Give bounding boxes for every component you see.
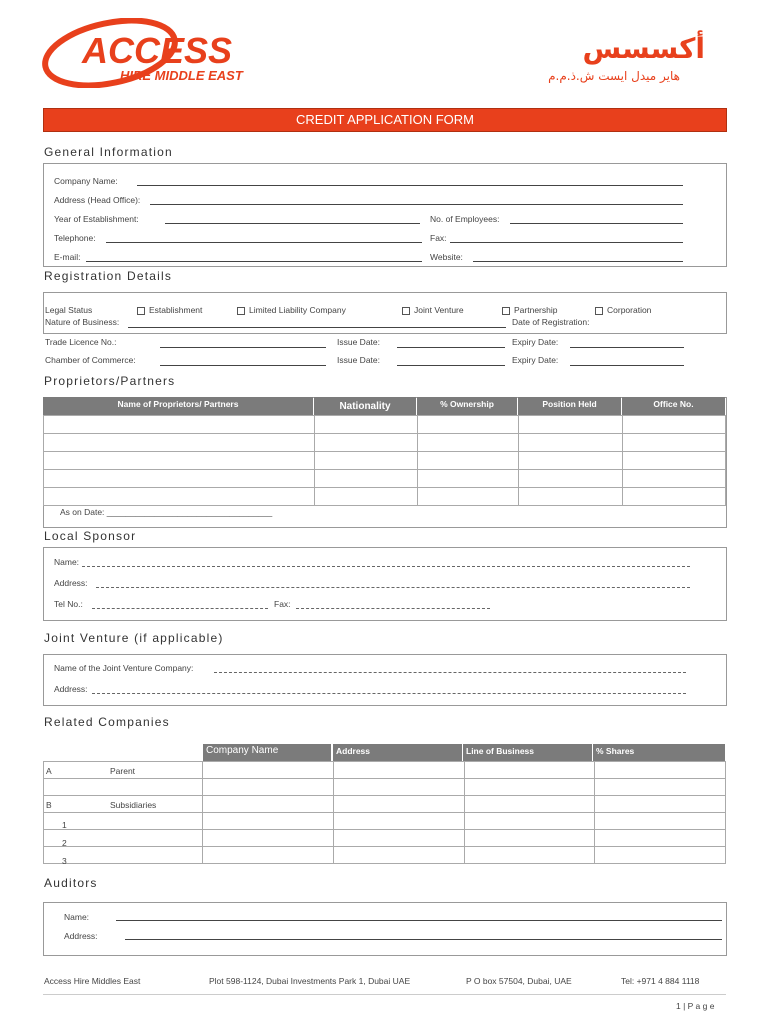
expiry-date-field-2[interactable] [570, 365, 684, 366]
table-cell[interactable] [519, 470, 623, 488]
proprietors-table [43, 415, 726, 506]
sponsor-address-field[interactable] [96, 587, 690, 588]
table-cell [595, 744, 726, 761]
table-cell[interactable] [418, 416, 519, 434]
table-row [44, 744, 726, 761]
jv-name-label: Name of the Joint Venture Company: [54, 663, 194, 673]
sponsor-fax-label: Fax: [274, 599, 291, 609]
website-field[interactable] [473, 261, 683, 262]
expiry-date-field[interactable] [570, 347, 684, 348]
table-cell[interactable] [333, 812, 464, 829]
table-cell[interactable] [623, 434, 726, 452]
year-field[interactable] [165, 223, 420, 224]
fax-label: Fax: [430, 233, 447, 243]
table-row [44, 416, 726, 434]
table-cell[interactable] [519, 416, 623, 434]
table-cell[interactable] [315, 452, 418, 470]
table-cell[interactable] [623, 488, 726, 506]
footer-pobox: P O box 57504, Dubai, UAE [466, 976, 572, 986]
col-shares: % Shares [593, 744, 725, 761]
table-cell[interactable] [623, 452, 726, 470]
table-cell [44, 829, 203, 846]
table-row [44, 812, 726, 829]
option-llc[interactable]: Limited Liability Company [237, 305, 346, 315]
email-field[interactable] [86, 261, 422, 262]
footer-tel: Tel: +971 4 884 1118 [621, 976, 700, 986]
table-cell [44, 778, 203, 795]
general-heading: General Information [44, 145, 173, 159]
chamber-field[interactable] [160, 365, 326, 366]
table-cell[interactable] [464, 795, 595, 812]
table-cell[interactable] [203, 829, 334, 846]
col-nationality: Nationality [314, 397, 416, 415]
auditor-name-label: Name: [64, 912, 90, 922]
table-cell[interactable] [595, 846, 726, 863]
as-on-date[interactable]: As on Date: ___________________________________ [60, 507, 273, 517]
auditors-box [43, 902, 727, 956]
expiry-date-label-2: Expiry Date: [512, 355, 559, 365]
table-cell[interactable] [203, 761, 334, 778]
table-cell[interactable] [464, 761, 595, 778]
table-row [44, 470, 726, 488]
table-cell[interactable] [418, 470, 519, 488]
col-office: Office No. [622, 397, 725, 415]
subsidiary-num-3: 3 [62, 856, 67, 866]
table-cell[interactable] [333, 846, 464, 863]
email-label: E-mail: [54, 252, 81, 262]
employees-field[interactable] [510, 223, 683, 224]
sponsor-box [43, 547, 727, 621]
table-cell[interactable] [418, 434, 519, 452]
table-cell[interactable] [44, 488, 315, 506]
table-cell[interactable] [44, 470, 315, 488]
table-cell [203, 744, 334, 761]
footer-plot: Plot 598-1124, Dubai Investments Park 1, Dubai UAE [209, 976, 411, 986]
table-row [44, 434, 726, 452]
table-cell[interactable] [203, 778, 334, 795]
jv-address-label: Address: [54, 684, 88, 694]
row-b-label: B [46, 800, 52, 810]
table-row [44, 452, 726, 470]
table-row [44, 778, 726, 795]
chamber-label: Chamber of Commerce: [45, 355, 136, 365]
jv-address-field[interactable] [92, 693, 686, 694]
subsidiary-num-1: 1 [62, 820, 67, 830]
proprietors-heading: Proprietors/Partners [44, 374, 176, 388]
table-cell[interactable] [595, 812, 726, 829]
legal-status-label: Legal Status [45, 305, 93, 315]
table-cell[interactable] [595, 829, 726, 846]
parent-label: Parent [110, 766, 136, 776]
date-registration-label: Date of Registration: [512, 317, 590, 327]
logo-en-main: ACCESS [82, 30, 233, 71]
telephone-field[interactable] [106, 242, 422, 243]
issue-date-label-2: Issue Date: [337, 355, 380, 365]
table-cell[interactable] [519, 434, 623, 452]
trade-licence-field[interactable] [160, 347, 326, 348]
col-company-name: Company Name [203, 744, 331, 761]
table-cell[interactable] [519, 488, 623, 506]
table-cell[interactable] [333, 829, 464, 846]
general-box [43, 163, 727, 267]
logo-ar-sub: هاير ميدل ايست ش.ذ.م.م [548, 69, 680, 83]
col-proprietor-name: Name of Proprietors/ Partners [43, 397, 313, 415]
trade-licence-label: Trade Licence No.: [45, 337, 117, 347]
table-row [44, 761, 726, 778]
table-cell [44, 744, 203, 761]
table-cell [44, 846, 203, 863]
checkbox-icon [137, 307, 145, 315]
table-cell [333, 744, 464, 761]
checkbox-icon [595, 307, 603, 315]
table-row [44, 488, 726, 506]
checkbox-icon [502, 307, 510, 315]
sponsor-name-label: Name: [54, 557, 80, 567]
auditor-address-field[interactable] [125, 939, 722, 940]
table-cell[interactable] [315, 434, 418, 452]
col-position: Position Held [518, 397, 621, 415]
table-cell[interactable] [203, 795, 334, 812]
address-label: Address (Head Office): [54, 195, 141, 205]
table-cell[interactable] [333, 795, 464, 812]
table-cell[interactable] [623, 470, 726, 488]
table-cell[interactable] [519, 452, 623, 470]
row-a-label: A [46, 766, 52, 776]
auditor-name-field[interactable] [116, 920, 722, 921]
jv-name-field[interactable] [214, 672, 686, 673]
option-establishment[interactable]: Establishment [137, 305, 202, 315]
form-title: CREDIT APPLICATION FORM [43, 108, 727, 132]
telephone-label: Telephone: [54, 233, 96, 243]
table-cell [464, 744, 595, 761]
table-cell[interactable] [44, 434, 315, 452]
table-cell[interactable] [333, 778, 464, 795]
table-cell[interactable] [315, 416, 418, 434]
table-cell[interactable] [203, 846, 334, 863]
nature-field[interactable] [128, 327, 506, 328]
access-logo [40, 18, 330, 88]
table-cell[interactable] [595, 778, 726, 795]
footer-company: Access Hire Middles East [44, 976, 141, 986]
fax-field[interactable] [450, 242, 683, 243]
nature-label: Nature of Business: [45, 317, 120, 327]
col-address: Address [333, 744, 462, 761]
issue-date-field-2[interactable] [397, 365, 505, 366]
col-line-of-business: Line of Business [463, 744, 592, 761]
option-partnership[interactable]: Partnership [502, 305, 557, 315]
logo-en-sub: HIRE MIDDLE EAST [120, 68, 243, 83]
table-cell[interactable] [418, 488, 519, 506]
option-joint-venture[interactable]: Joint Venture [402, 305, 464, 315]
expiry-date-label: Expiry Date: [512, 337, 559, 347]
table-row [44, 846, 726, 863]
sponsor-tel-label: Tel No.: [54, 599, 83, 609]
year-label: Year of Establishment: [54, 214, 139, 224]
table-cell[interactable] [595, 761, 726, 778]
issue-date-field[interactable] [397, 347, 505, 348]
sponsor-name-field[interactable] [82, 566, 690, 567]
table-cell [44, 812, 203, 829]
subsidiary-num-2: 2 [62, 838, 67, 848]
access-arabic-logo [470, 30, 710, 85]
website-label: Website: [430, 252, 463, 262]
checkbox-icon [237, 307, 245, 315]
joint-venture-heading: Joint Venture (if applicable) [44, 631, 224, 645]
option-corporation[interactable]: Corporation [595, 305, 651, 315]
table-row [44, 829, 726, 846]
sponsor-tel-field[interactable] [92, 608, 268, 609]
table-cell[interactable] [464, 829, 595, 846]
logo-ar-main: أكسسس [582, 32, 705, 65]
page-number: 1 | P a g e [676, 1001, 715, 1011]
sponsor-heading: Local Sponsor [44, 529, 137, 543]
table-cell[interactable] [44, 416, 315, 434]
auditors-heading: Auditors [44, 876, 98, 890]
issue-date-label: Issue Date: [337, 337, 380, 347]
table-cell[interactable] [315, 470, 418, 488]
sponsor-address-label: Address: [54, 578, 88, 588]
company-name-label: Company Name: [54, 176, 118, 186]
footer-divider [43, 994, 726, 995]
address-field[interactable] [150, 204, 683, 205]
table-cell[interactable] [464, 812, 595, 829]
joint-venture-box [43, 654, 727, 706]
table-cell[interactable] [203, 812, 334, 829]
table-cell[interactable] [464, 846, 595, 863]
employees-label: No. of Employees: [430, 214, 500, 224]
table-cell[interactable] [44, 452, 315, 470]
table-cell[interactable] [315, 488, 418, 506]
subsidiaries-label: Subsidiaries [110, 800, 157, 810]
auditor-address-label: Address: [64, 931, 98, 941]
table-cell[interactable] [464, 778, 595, 795]
sponsor-fax-field[interactable] [296, 608, 490, 609]
registration-heading: Registration Details [44, 269, 173, 283]
checkbox-icon [402, 307, 410, 315]
col-ownership: % Ownership [417, 397, 517, 415]
related-heading: Related Companies [44, 715, 170, 729]
table-cell[interactable] [623, 416, 726, 434]
company-name-field[interactable] [137, 185, 683, 186]
table-cell[interactable] [333, 761, 464, 778]
table-cell[interactable] [595, 795, 726, 812]
table-cell[interactable] [418, 452, 519, 470]
